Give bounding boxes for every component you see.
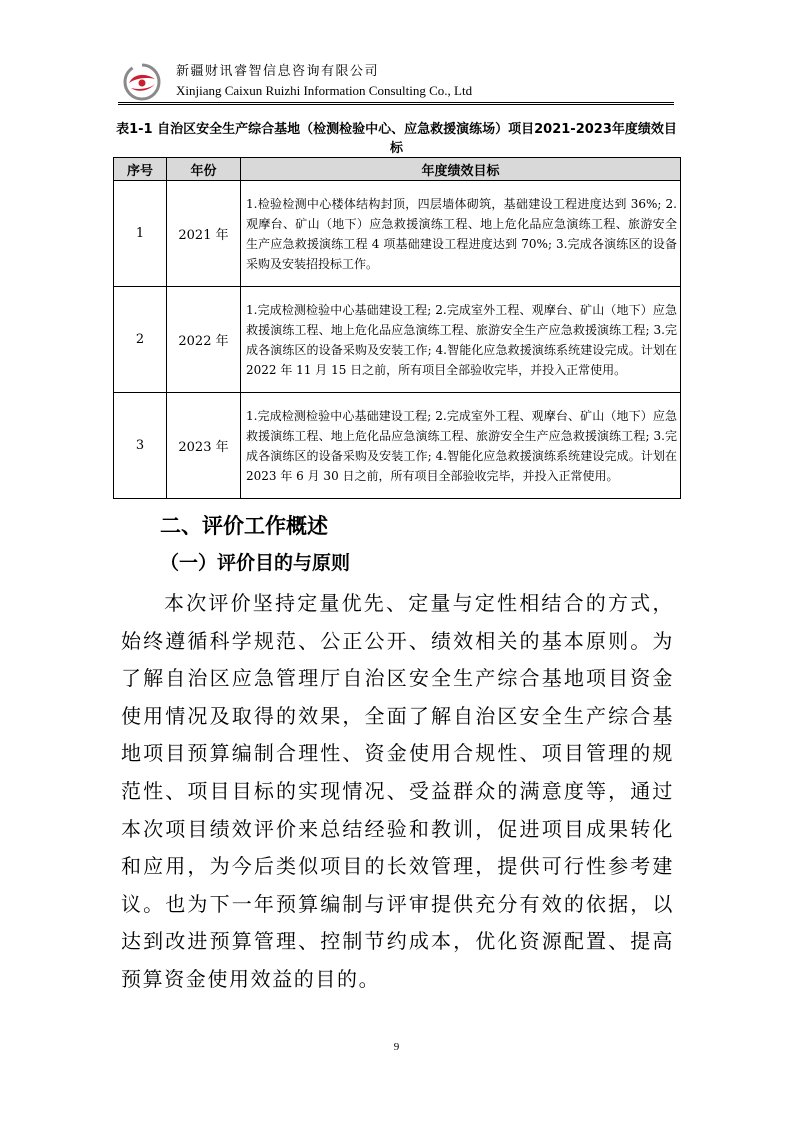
page-number: 9	[393, 1041, 400, 1053]
row-number: 1	[114, 181, 167, 287]
column-header-no: 序号	[114, 158, 167, 181]
row-number: 3	[114, 393, 167, 499]
table-row	[114, 181, 681, 287]
company-logo-icon	[122, 62, 162, 102]
table-row	[114, 393, 681, 499]
header-rule-top	[118, 102, 674, 103]
table-caption: 表1-1 自治区安全生产综合基地（检测检验中心、应急救援演练场）项目2021-2023年度绩效目标	[116, 122, 677, 156]
column-header-goal: 年度绩效目标	[241, 158, 681, 181]
body-paragraph: 本次评价坚持定量优先、定量与定性相结合的方式，始终遵循科学规范、公正公开、绩效相关的基本原则。为了解自治区应急管理厅自治区安全生产综合基地项目资金使用情况及取得的效果，全面了解自治区安全生产综合基地项目预算编制合理性、资金使用合规性、项目管理的规范性、项目目标的实现情况、受益群众的满意度等，通过本次项目绩效评价来总结经验和教训，促进项目成果转化和应用，为今后类似项目的长效管理，提供可行性参考建议。也为下一年预算编制与评审提供充分有效的依据，以达到改进预算管理、控制节约成本，优化资源配置、提高预算资金使用效益的目的。	[121, 591, 674, 991]
table-header-row	[114, 158, 681, 181]
row-number: 2	[114, 287, 167, 393]
performance-goals-table	[113, 157, 681, 499]
row-goal: 1.完成检测检验中心基础建设工程; 2.完成室外工程、观摩台、矿山（地下）应急救援演练工程、地上危化品应急演练工程、旅游安全生产应急救援演练工程; 3.完成各演练区的设备采购及安装工作; 4.智能化应急救援演练系统建设完成。计划在 2022 年 11 月 15 日之前，所有项目全部验收完毕，并投入正常使用。	[241, 287, 681, 393]
row-goal: 1.检验检测中心楼体结构封顶，四层墙体砌筑，基础建设工程进度达到 36%; 2.观摩台、矿山（地下）应急救援演练工程、地上危化品应急演练工程、旅游安全生产应急救援演练工程 4 项基础建设工程进度达到 70%; 3.完成各演练区的设备采购及安装招投标工作。	[241, 181, 681, 287]
row-year: 2022 年	[167, 287, 241, 393]
company-name-en: Xinjiang Caixun Ruizhi Information Consulting Co., Ltd	[176, 83, 473, 98]
section-heading: 二、评价工作概述	[160, 514, 328, 538]
header-rule-bottom	[118, 104, 674, 105]
row-year: 2023 年	[167, 393, 241, 499]
row-year: 2021 年	[167, 181, 241, 287]
column-header-year: 年份	[167, 158, 241, 181]
company-name-cn: 新疆财讯睿智信息咨询有限公司	[176, 64, 380, 79]
subsection-heading: （一）评价目的与原则	[160, 552, 351, 574]
row-goal: 1.完成检测检验中心基础建设工程; 2.完成室外工程、观摩台、矿山（地下）应急救援演练工程、地上危化品应急演练工程、旅游安全生产应急救援演练工程; 3.完成各演练区的设备采购及安装工作; 4.智能化应急救援演练系统建设完成。计划在 2023 年 6 月 30 日之前，所有项目全部验收完毕，并投入正常使用。	[241, 393, 681, 499]
table-row	[114, 287, 681, 393]
